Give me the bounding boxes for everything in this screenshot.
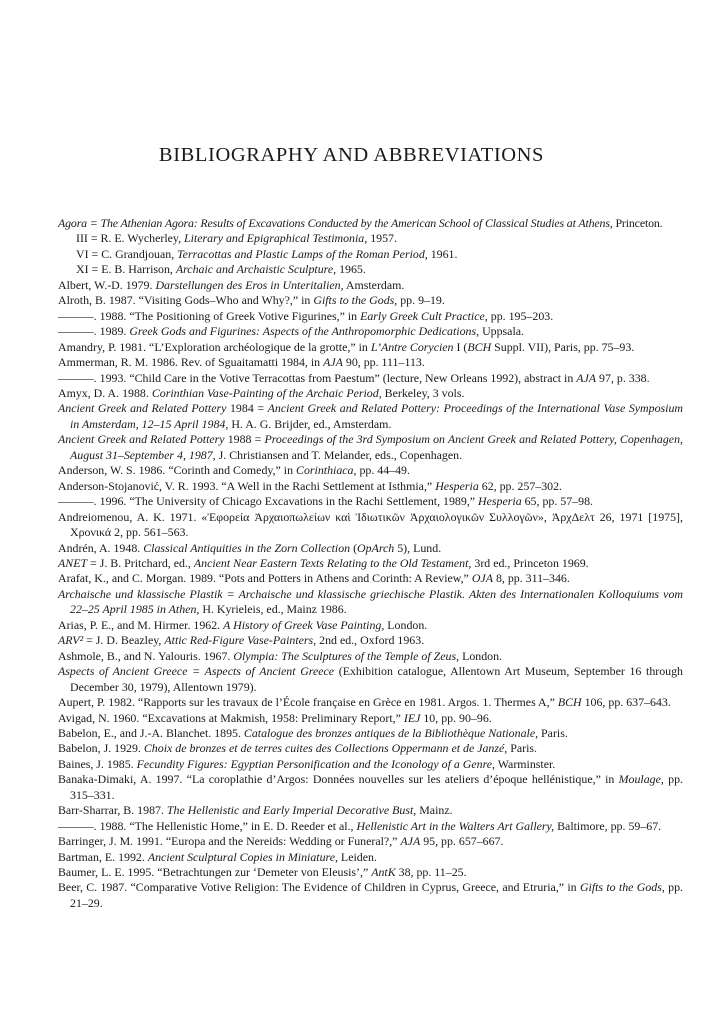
entry-text: H. A. G. Brijder, ed., Amsterdam. (228, 416, 392, 431)
bibliography-list (58, 216, 683, 911)
entry-text: Paris. (507, 741, 537, 756)
entry-text: Warminster. (495, 756, 556, 771)
entry-italic-text: ARV² (58, 633, 84, 648)
bibliography-subentry (58, 231, 683, 246)
bibliography-entry (58, 432, 683, 463)
entry-text: 62, pp. 257–302. (478, 478, 563, 493)
entry-text: 1957. (367, 231, 397, 246)
entry-text: Leiden. (337, 849, 377, 864)
entry-text: London. (459, 648, 503, 663)
bibliography-entry (58, 556, 683, 571)
entry-text: = J. B. Pritchard, ed., (87, 555, 194, 570)
entry-italic-text: Terracottas and Plastic Lamps of the Roman Period, (177, 246, 428, 261)
bibliography-entry (58, 880, 683, 911)
bibliography-entry (58, 401, 683, 432)
entry-italic-text: Ancient Greek and Related Pottery: Proceedings of the International Vase Symposium in Amsterdam, 12–15 April 1984, (70, 401, 683, 431)
bibliography-entry (58, 278, 683, 293)
entry-italic-text: Catalogue des bronzes antiques de la Bibliothèque Nationale, (243, 725, 539, 740)
entry-italic-text: Greek Gods and Figurines: Aspects of the Anthropomorphic Dedications, (129, 324, 480, 339)
bibliography-entry (58, 293, 683, 308)
entry-text: Mainz. (416, 803, 453, 818)
entry-italic-text: AJA (323, 355, 343, 370)
entry-italic-text: Ancient Sculptural Copies in Miniature, (147, 849, 338, 864)
entry-text: pp. 315–331. (70, 772, 683, 802)
entry-italic-text: Ancient Greek and Related Pottery (58, 401, 227, 416)
entry-italic-text: The Hellenistic and Early Imperial Decorative Bust, (166, 803, 417, 818)
entry-text: H. Kyrieleis, ed., Mainz 1986. (199, 602, 347, 617)
bibliography-entry (58, 757, 683, 772)
entry-text: Amandry, P. 1981. “L’Exploration archéologique de la grotte,” in (58, 339, 371, 354)
entry-italic-text: Choix de bronzes et de terres cuites des Collections Oppermann et de Janzé, (143, 741, 508, 756)
entry-text: Anderson-Stojanović, V. R. 1993. “A Well in the Rachi Settlement at Isthmia,” (58, 478, 436, 493)
entry-italic-text: OpArch (357, 540, 395, 555)
entry-text: ———. 1989. (58, 324, 130, 339)
entry-text: Baumer, L. E. 1995. “Betrachtungen zur ‘Demeter von Eleusis’,” (58, 865, 372, 880)
entry-text: ———. 1988. “The Positioning of Greek Votive Figurines,” in (58, 308, 361, 323)
bibliography-entry (58, 865, 683, 880)
bibliography-entry (58, 803, 683, 818)
bibliography-entry (58, 587, 683, 618)
entry-text: Barringer, J. M. 1991. “Europa and the Nereids: Wedding or Funeral?,” (58, 834, 401, 849)
entry-italic-text: AJA (400, 834, 421, 849)
entry-text: Arafat, K., and C. Morgan. 1989. “Pots and Potters in Athens and Corinth: A Review,” (58, 571, 472, 586)
entry-text: 65, pp. 57–98. (521, 494, 593, 509)
bibliography-entry (58, 571, 683, 586)
entry-text: 1965. (336, 262, 366, 277)
entry-text: Ashmole, B., and N. Yalouris. 1967. (58, 648, 234, 663)
entry-text: Ammerman, R. M. 1986. Rev. of Sguaitamatti 1984, in (58, 355, 324, 370)
entry-italic-text: Classical Antiquities in the Zorn Collection (143, 540, 351, 555)
entry-text: 1961. (427, 246, 458, 261)
entry-italic-text: A History of Greek Vase Painting, (223, 617, 385, 632)
entry-text: I ( (453, 339, 468, 354)
entry-italic-text: BCH (467, 339, 492, 354)
entry-text: 38, pp. 11–25. (395, 865, 467, 880)
bibliography-entry (58, 819, 683, 834)
entry-text: pp. 21–29. (70, 880, 683, 910)
bibliography-entry (58, 463, 683, 478)
entry-italic-text: Agora = The Athenian Agora: Results of Excavations Conducted by the American School of Classical Studies at Athens, (58, 216, 613, 230)
entry-italic-text: Moulage, (618, 772, 664, 787)
entry-text: J. Christiansen and T. Melander, eds., Copenhagen. (215, 447, 463, 462)
bibliography-subentry (58, 247, 683, 262)
entry-text: Babelon, E., and J.-A. Blanchet. 1895. (58, 725, 244, 740)
entry-text: Andreiomenou, A. K. 1971. «Ἐφορεία Ἀρχαιοπωλείων καὶ Ἰδιωτικῶν Ἀρχαιολογικῶν Συλλογῶν», ἈρχΔελτ 26, 1971 [1975], Χρονικά 2, pp. 561–563. (58, 509, 683, 540)
entry-text: pp. 44–49. (356, 463, 410, 478)
entry-italic-text: AJA (576, 370, 597, 385)
entry-text: Alroth, B. 1987. “Visiting Gods–Who and Why?,” in (58, 293, 314, 308)
entry-text: = J. D. Beazley, (83, 633, 165, 648)
bibliography-subentry (58, 262, 683, 277)
entry-text: 5), Lund. (394, 540, 442, 555)
entry-text: Bartman, E. 1992. (58, 849, 148, 864)
entry-italic-text: BCH (557, 695, 582, 710)
entry-italic-text: Aspects of Ancient Greece = Aspects of Ancient Greece (58, 664, 335, 679)
entry-italic-text: OJA (471, 571, 493, 586)
entry-text: Arias, P. E., and M. Hirmer. 1962. (58, 617, 224, 632)
bibliography-entry (58, 741, 683, 756)
entry-text: ———. 1988. “The Hellenistic Home,” in E. D. Reeder et al., (58, 818, 357, 833)
entry-italic-text: Proceedings of the 3rd Symposium on Ancient Greek and Related Pottery, Copenhagen, August 31–September 4, 1987, (70, 432, 683, 462)
entry-italic-text: Olympia: The Sculptures of the Temple of Zeus, (233, 648, 460, 663)
entry-text: Suppl. VII), Paris, pp. 75–93. (491, 339, 635, 354)
entry-text: Banaka-Dimaki, A. 1997. “La coroplathie d’Argos: Données nouvelles sur les ateliers d’époque hellénistique,” in (58, 772, 619, 787)
entry-text: Anderson, W. S. 1986. “Corinth and Comedy,” in (58, 463, 297, 478)
bibliography-entry (58, 386, 683, 401)
bibliography-entry (58, 355, 683, 370)
entry-italic-text: Fecundity Figures: Egyptian Personification and the Iconology of a Genre, (136, 756, 496, 771)
bibliography-entry (58, 695, 683, 710)
bibliography-entry (58, 772, 683, 803)
entry-text: ———. 1993. “Child Care in the Votive Terracottas from Paestum” (lecture, New Orleans 1992), abstract in (58, 370, 577, 385)
entry-text: 97, p. 338. (596, 370, 650, 385)
entry-text: (Exhibition catalogue, Allentown Art Museum, September 16 through December 30, 1979), Allentown 1979). (70, 664, 684, 694)
entry-italic-text: Gifts to the Gods, (579, 880, 665, 895)
entry-text: ———. 1996. “The University of Chicago Excavations in the Rachi Settlement, 1989,” (58, 494, 479, 509)
entry-text: Princeton. (612, 216, 663, 230)
entry-italic-text: ANET (58, 555, 88, 570)
entry-text: ( (350, 540, 358, 555)
entry-italic-text: L’Antre Corycien (370, 339, 454, 354)
entry-italic-text: Hesperia (478, 494, 522, 509)
entry-text: Baltimore, pp. 59–67. (554, 818, 662, 833)
bibliography-entry (58, 494, 683, 509)
entry-italic-text: Archaische und klassische Plastik = Archaische und klassische griechische Plastik. Akten des Internationalen Kolloquiums vom 22–25 April 1985 in Athen, (58, 586, 683, 617)
entry-text: 10, pp. 90–96. (420, 710, 492, 725)
entry-italic-text: Early Greek Cult Practice, (360, 308, 488, 323)
entry-text: Paris. (538, 725, 568, 740)
entry-text: pp. 195–203. (487, 308, 554, 323)
bibliography-entry (58, 541, 683, 556)
bibliography-entry (58, 834, 683, 849)
bibliography-entry (58, 371, 683, 386)
entry-italic-text: Corinthian Vase-Painting of the Archaic Period, (151, 385, 382, 400)
entry-text: Baines, J. 1985. (58, 756, 137, 771)
entry-text: Amyx, D. A. 1988. (58, 385, 152, 400)
bibliography-entry (58, 216, 683, 231)
bibliography-entry (58, 309, 683, 324)
entry-italic-text: Darstellungen des Eros in Unteritalien, (155, 277, 344, 292)
entry-text: III = R. E. Wycherley, (76, 231, 185, 246)
entry-text: 90, pp. 111–113. (342, 355, 425, 370)
entry-text: Berkeley, 3 vols. (381, 385, 465, 400)
entry-italic-text: Gifts to the Gods, (313, 293, 398, 308)
bibliography-entry (58, 850, 683, 865)
entry-italic-text: Ancient Greek and Related Pottery (58, 432, 225, 447)
entry-text: 2nd ed., Oxford 1963. (316, 633, 425, 648)
entry-italic-text: IEJ (403, 710, 421, 725)
entry-italic-text: Ancient Near Eastern Texts Relating to the Old Testament, (193, 555, 472, 570)
entry-italic-text: AntK (371, 865, 396, 880)
bibliography-entry (58, 324, 683, 339)
entry-text: Amsterdam. (343, 277, 405, 292)
entry-text: 95, pp. 657–667. (420, 834, 504, 849)
entry-text: Aupert, P. 1982. “Rapports sur les travaux de l’École française en Grèce en 1981. Argos. 1. Thermes A,” (58, 695, 558, 710)
entry-text: Barr-Sharrar, B. 1987. (58, 803, 167, 818)
entry-italic-text: Literary and Epigraphical Testimonia, (184, 231, 368, 246)
entry-text: 8, pp. 311–346. (492, 571, 570, 586)
entry-text: pp. 9–19. (397, 293, 445, 308)
entry-text: VI = C. Grandjouan, (76, 246, 178, 261)
entry-text: 1988 = (224, 432, 265, 447)
entry-text: Beer, C. 1987. “Comparative Votive Religion: The Evidence of Children in Cyprus, Greece, and Etruria,” in (58, 880, 580, 895)
entry-text: Uppsala. (479, 324, 525, 339)
entry-text: London. (384, 617, 428, 632)
entry-text: 1984 = (226, 401, 268, 416)
bibliography-entry (58, 726, 683, 741)
entry-text: 3rd ed., Princeton 1969. (471, 555, 589, 570)
bibliography-entry (58, 633, 683, 648)
bibliography-entry (58, 618, 683, 633)
page-title: BIBLIOGRAPHY AND ABBREVIATIONS (158, 144, 545, 166)
entry-text: Avigad, N. 1960. “Excavations at Makmish, 1958: Preliminary Report,” (58, 710, 404, 725)
entry-text: Albert, W.-D. 1979. (58, 277, 156, 292)
entry-italic-text: Hellenistic Art in the Walters Art Gallery, (356, 818, 555, 833)
entry-text: Babelon, J. 1929. (58, 741, 144, 756)
entry-italic-text: Archaic and Archaistic Sculpture, (175, 262, 337, 277)
entry-italic-text: Hesperia (435, 478, 479, 493)
entry-text: 106, pp. 637–643. (581, 695, 671, 710)
bibliography-entry (58, 340, 683, 355)
bibliography-entry (58, 479, 683, 494)
entry-italic-text: Attic Red-Figure Vase-Painters, (164, 633, 317, 648)
bibliography-entry (58, 510, 683, 541)
entry-text: XI = E. B. Harrison, (76, 262, 176, 277)
entry-italic-text: Corinthiaca, (296, 463, 357, 478)
entry-text: Andrén, A. 1948. (58, 540, 144, 555)
bibliography-entry (58, 664, 683, 695)
bibliography-entry (58, 649, 683, 664)
bibliography-entry (58, 711, 683, 726)
